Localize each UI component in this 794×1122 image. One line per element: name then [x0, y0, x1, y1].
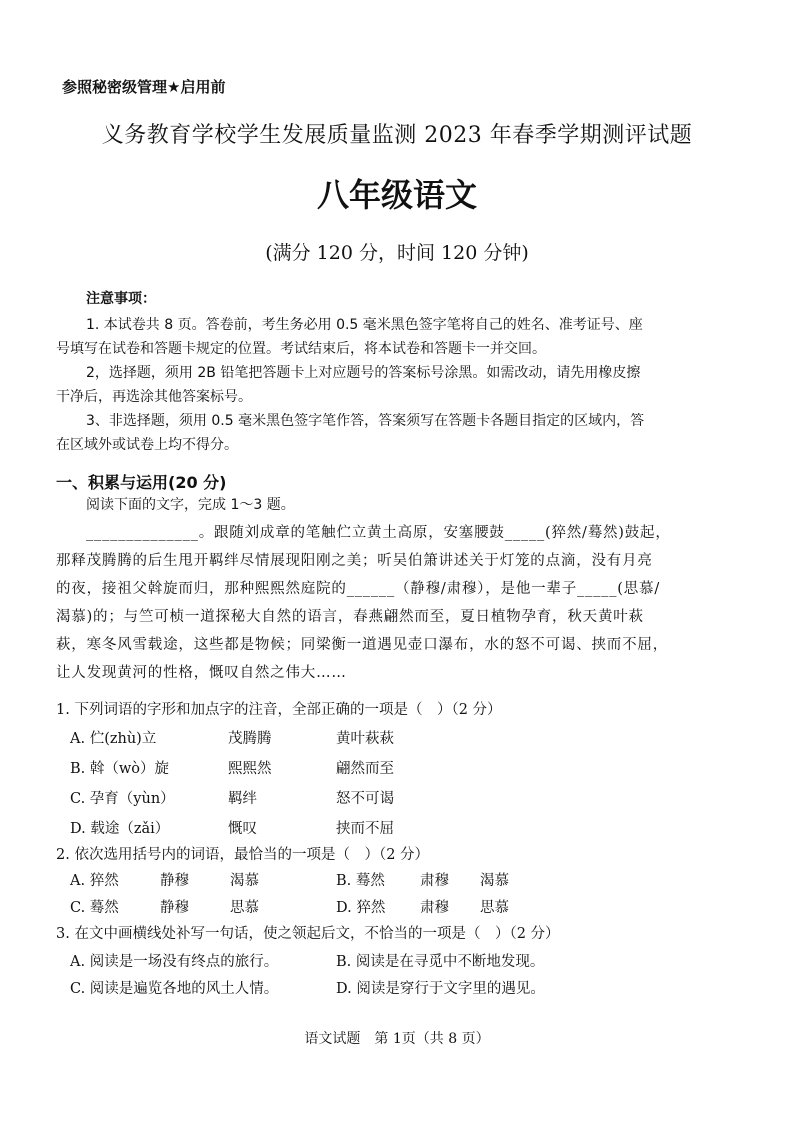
passage-line: 萩，寒冬风雪载途，这些都是物候；同梁衡一道遇见壶口瀑布，水的怒不可谒、挟而不屈，: [56, 637, 668, 653]
q1-option-d-word1: D. 载途（zǎi）: [70, 821, 170, 837]
q1-option-c-word3: 怒不可谒: [336, 791, 394, 807]
q1-option-d-word2: 慨叹: [228, 821, 257, 837]
q2-option-c-word3: 思慕: [230, 900, 259, 916]
question-2-stem: 2. 依次选用括号内的词语，最恰当的一项是（ ）（2 分）: [56, 847, 430, 863]
q2-option-a-word1: A. 猝然: [70, 873, 119, 889]
q2-option-d-word1: D. 猝然: [336, 900, 386, 916]
q1-option-c-word2: 羁绊: [228, 791, 257, 807]
q2-option-a-word3: 渴慕: [230, 873, 259, 889]
passage-line: 那释茂腾腾的后生甩开羁绊尽情展现阳刚之美；听吴伯箫讲述关于灯笼的点滴，没有月亮: [56, 553, 653, 569]
q1-option-a-word1: A. 伫(zhù)立: [70, 731, 157, 747]
q3-option-c: C. 阅读是遍览各地的风土人情。: [70, 981, 279, 997]
q1-option-d-word3: 挟而不屈: [336, 821, 394, 837]
q1-option-a-word3: 黄叶萩萩: [336, 731, 394, 747]
q1-option-c-word1: C. 孕育（yùn）: [70, 791, 175, 807]
question-1-stem: 1. 下列词语的字形和加点字的注音，全部正确的一项是（ ）（2 分）: [56, 702, 502, 718]
q2-option-b-word2: 肃穆: [420, 873, 449, 889]
page-footer: 语文试题 第 1页（共 8 页）: [304, 1031, 490, 1047]
q1-option-b-word2: 熙熙然: [228, 761, 272, 777]
passage-line: 让人发现黄河的性格，慨叹自然之伟大……: [56, 665, 347, 681]
q2-option-d-word2: 肃穆: [420, 900, 449, 916]
q2-option-a-word2: 静穆: [160, 873, 189, 889]
notice-line: 在区域外或试卷上均不得分。: [56, 437, 238, 453]
confidential-label: 参照秘密级管理★启用前: [62, 78, 226, 96]
q2-option-b-word1: B. 蓦然: [336, 873, 385, 889]
exam-title: 义务教育学校学生发展质量监测 2023 年春季学期测评试题: [101, 123, 693, 148]
q2-option-c-word1: C. 蓦然: [70, 900, 119, 916]
section-intro: 阅读下面的文字，完成 1～3 题。: [86, 497, 295, 513]
q2-option-b-word3: 渴慕: [480, 873, 509, 889]
q2-option-c-word2: 静穆: [160, 900, 189, 916]
notice-heading: 注意事项：: [86, 291, 156, 307]
score-time-info: (满分 120 分，时间 120 分钟): [265, 242, 529, 264]
passage-line: 渴慕)的；与竺可桢一道探秘大自然的语言，春燕翩然而至，夏日植物孕育，秋天黄叶萩: [56, 609, 644, 625]
q1-option-b-word3: 翩然而至: [336, 761, 394, 777]
notice-line: 3、非选择题，须用 0.5 毫米黑色签字笔作答，答案须写在答题卡各题目指定的区域内，答: [86, 413, 645, 429]
notice-line: 1. 本试卷共 8 页。答卷前，考生务必用 0.5 毫米黑色签字笔将自己的姓名、准考证号、座: [86, 317, 643, 333]
passage-line: ______________。跟随刘成章的笔触伫立黄土高原，安塞腰鼓_____(猝然/蓦然)鼓起，: [86, 525, 671, 541]
subject-title: 八年级语文: [316, 176, 477, 214]
section-heading: 一、积累与运用(20 分): [56, 473, 227, 492]
question-3-stem: 3. 在文中画横线处补写一句话，使之领起后文，不恰当的一项是（ ）（2 分）: [56, 926, 560, 942]
notice-line: 号填写在试卷和答题卡规定的位置。考试结束后，将本试卷和答题卡一并交回。: [56, 341, 546, 357]
notice-line: 2，选择题，须用 2B 铅笔把答题卡上对应题号的答案标号涂黑。如需改动，请先用橡皮擦: [86, 365, 641, 381]
passage-line: 的夜，接祖父斡旋而归，那种熙熙然庭院的______（静穆/肃穆），是他一辈子_____(思慕/: [56, 581, 661, 597]
q3-option-d: D. 阅读是穿行于文字里的遇见。: [336, 981, 545, 997]
q3-option-a: A. 阅读是一场没有终点的旅行。: [70, 954, 279, 970]
q1-option-a-word2: 茂腾腾: [228, 731, 272, 747]
q2-option-d-word3: 思慕: [480, 900, 509, 916]
q1-option-b-word1: B. 斡（wò）旋: [70, 761, 170, 777]
notice-line: 干净后，再选涂其他答案标号。: [56, 389, 252, 405]
q3-option-b: B. 阅读是在寻觅中不断地发现。: [336, 954, 545, 970]
